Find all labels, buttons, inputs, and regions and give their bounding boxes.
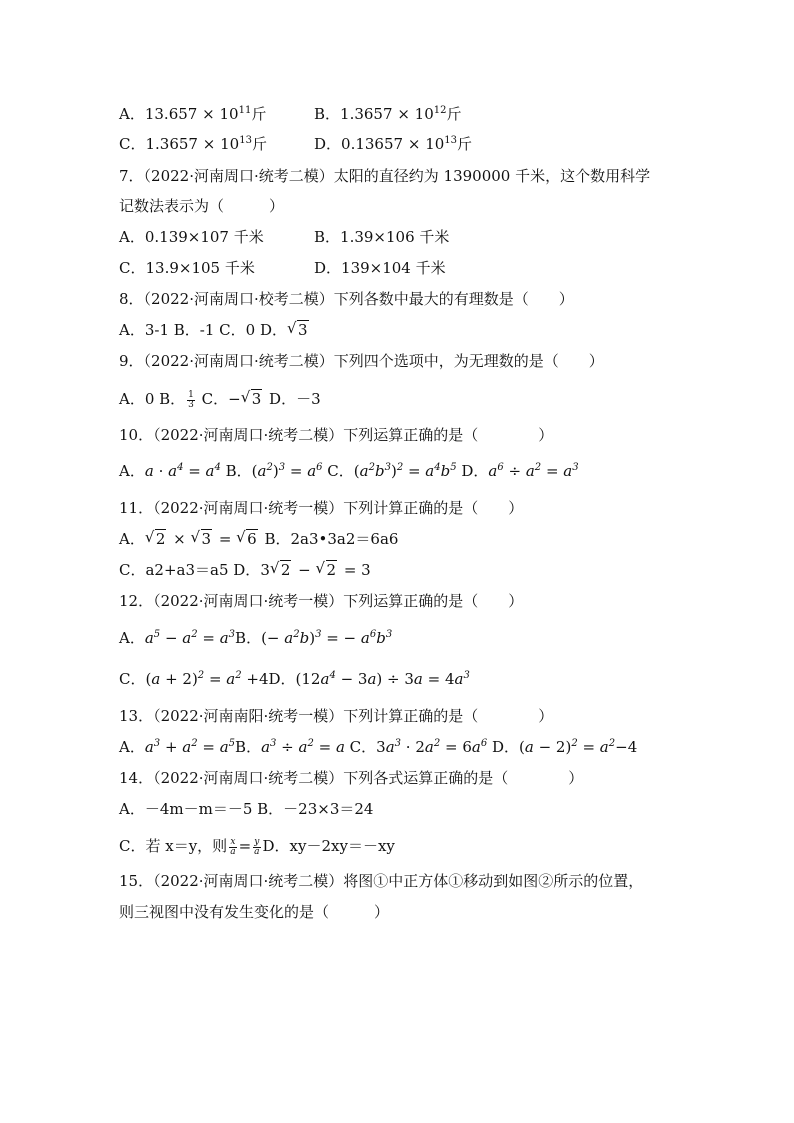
q10-stem: 10．（2022·河南周口·统考二模）下列运算正确的是（ ）: [119, 426, 554, 444]
q7-stem-line2: 记数法表示为（ ）: [119, 197, 285, 215]
q6-option-a: A．$13.657 \times 10^{11}$斤: [119, 105, 267, 123]
fraction-y-over-a: $\frac{y}{a}$: [254, 836, 260, 857]
q11-options-ab: A．√ 2 × √ 3 = √ 6 B．2a3•3a2＝6a6: [119, 529, 398, 549]
q13-stem: 13．（2022·河南南阳·统考一模）下列计算正确的是（ ）: [119, 707, 554, 725]
fraction-one-third: $\frac{1}{3}$: [188, 389, 194, 410]
q8-options: A．3-1 B．-1 C．0 D．√ 3: [119, 320, 311, 340]
q9-stem: 9．（2022·河南周口·统考二模）下列四个选项中，为无理数的是（ ）: [119, 352, 604, 370]
q6-option-b: B．$1.3657 \times 10^{12}$斤: [314, 105, 462, 123]
fraction-x-over-a: $\frac{x}{a}$: [230, 836, 236, 857]
q12-options-ab: A．$a^5 - a^2 = a^3B$．(− $a^2b)^3$ = − $a^6b^3$: [119, 629, 393, 647]
q11-stem: 11．（2022·河南周口·统考一模）下列计算正确的是（ ）: [119, 499, 524, 517]
q14-stem: 14．（2022·河南周口·统考二模）下列各式运算正确的是（ ）: [119, 769, 584, 787]
q9-options: A．0 B． $\frac{1}{3}$ C．−√ 3 D．－3: [119, 389, 321, 410]
q7-option-c: C．13.9×105 千米: [119, 259, 255, 277]
q8-stem: 8．（2022·河南周口·校考二模）下列各数中最大的有理数是（ ）: [119, 290, 574, 308]
q13-options: A．$a^3 + a^2 = a^5B$．$a^3 \div a^2 = a$ C．$3a^3 \cdot 2a^2 = 6a^6$ D．$(a - 2)^2 = a^2-4$: [119, 738, 638, 756]
q6-option-c: C．$1.3657 \times 10^{13}$斤: [119, 135, 267, 153]
q14-options-cd: C．若 x＝y，则 $\frac{x}{a}$ = $\frac{y}{a}$ D．xy－2xy＝－xy: [119, 836, 395, 857]
q12-stem: 12．（2022·河南周口·统考一模）下列运算正确的是（ ）: [119, 592, 524, 610]
q15-stem-line1: 15．（2022·河南周口·统考二模）将图①中正方体①移动到如图②所示的位置，: [119, 872, 644, 890]
q10-options: A．$a \cdot a^4 = a^4$ B．$(a^2)^3 = a^6$ C．$(a^2b^3)^2 = a^4b^5$ D．$a^6 \div a^2 = a^3$: [119, 462, 579, 480]
q14-options-ab: A．－4m－m＝－5 B．－23×3＝24: [119, 800, 374, 818]
q7-option-a: A．0.139×107 千米: [119, 228, 264, 246]
q7-stem-line1: 7．（2022·河南周口·统考二模）太阳的直径约为 1390000 千米，这个数用科学: [119, 167, 651, 185]
q6-option-d: D．$0.13657 \times 10^{13}$斤: [314, 135, 473, 153]
q11-options-cd: C．a2+a3＝a5 D．3√ 2 − √ 2 = 3: [119, 560, 371, 580]
q12-options-cd: C．$(a + 2)^2 = a^2 +4D$．$(12a^4 - 3a) \div 3a = 4a^3$: [119, 670, 470, 688]
q7-option-b: B．1.39×106 千米: [314, 228, 450, 246]
q7-option-d: D．139×104 千米: [314, 259, 446, 277]
q15-stem-line2: 则三视图中没有发生变化的是（ ）: [119, 903, 390, 921]
